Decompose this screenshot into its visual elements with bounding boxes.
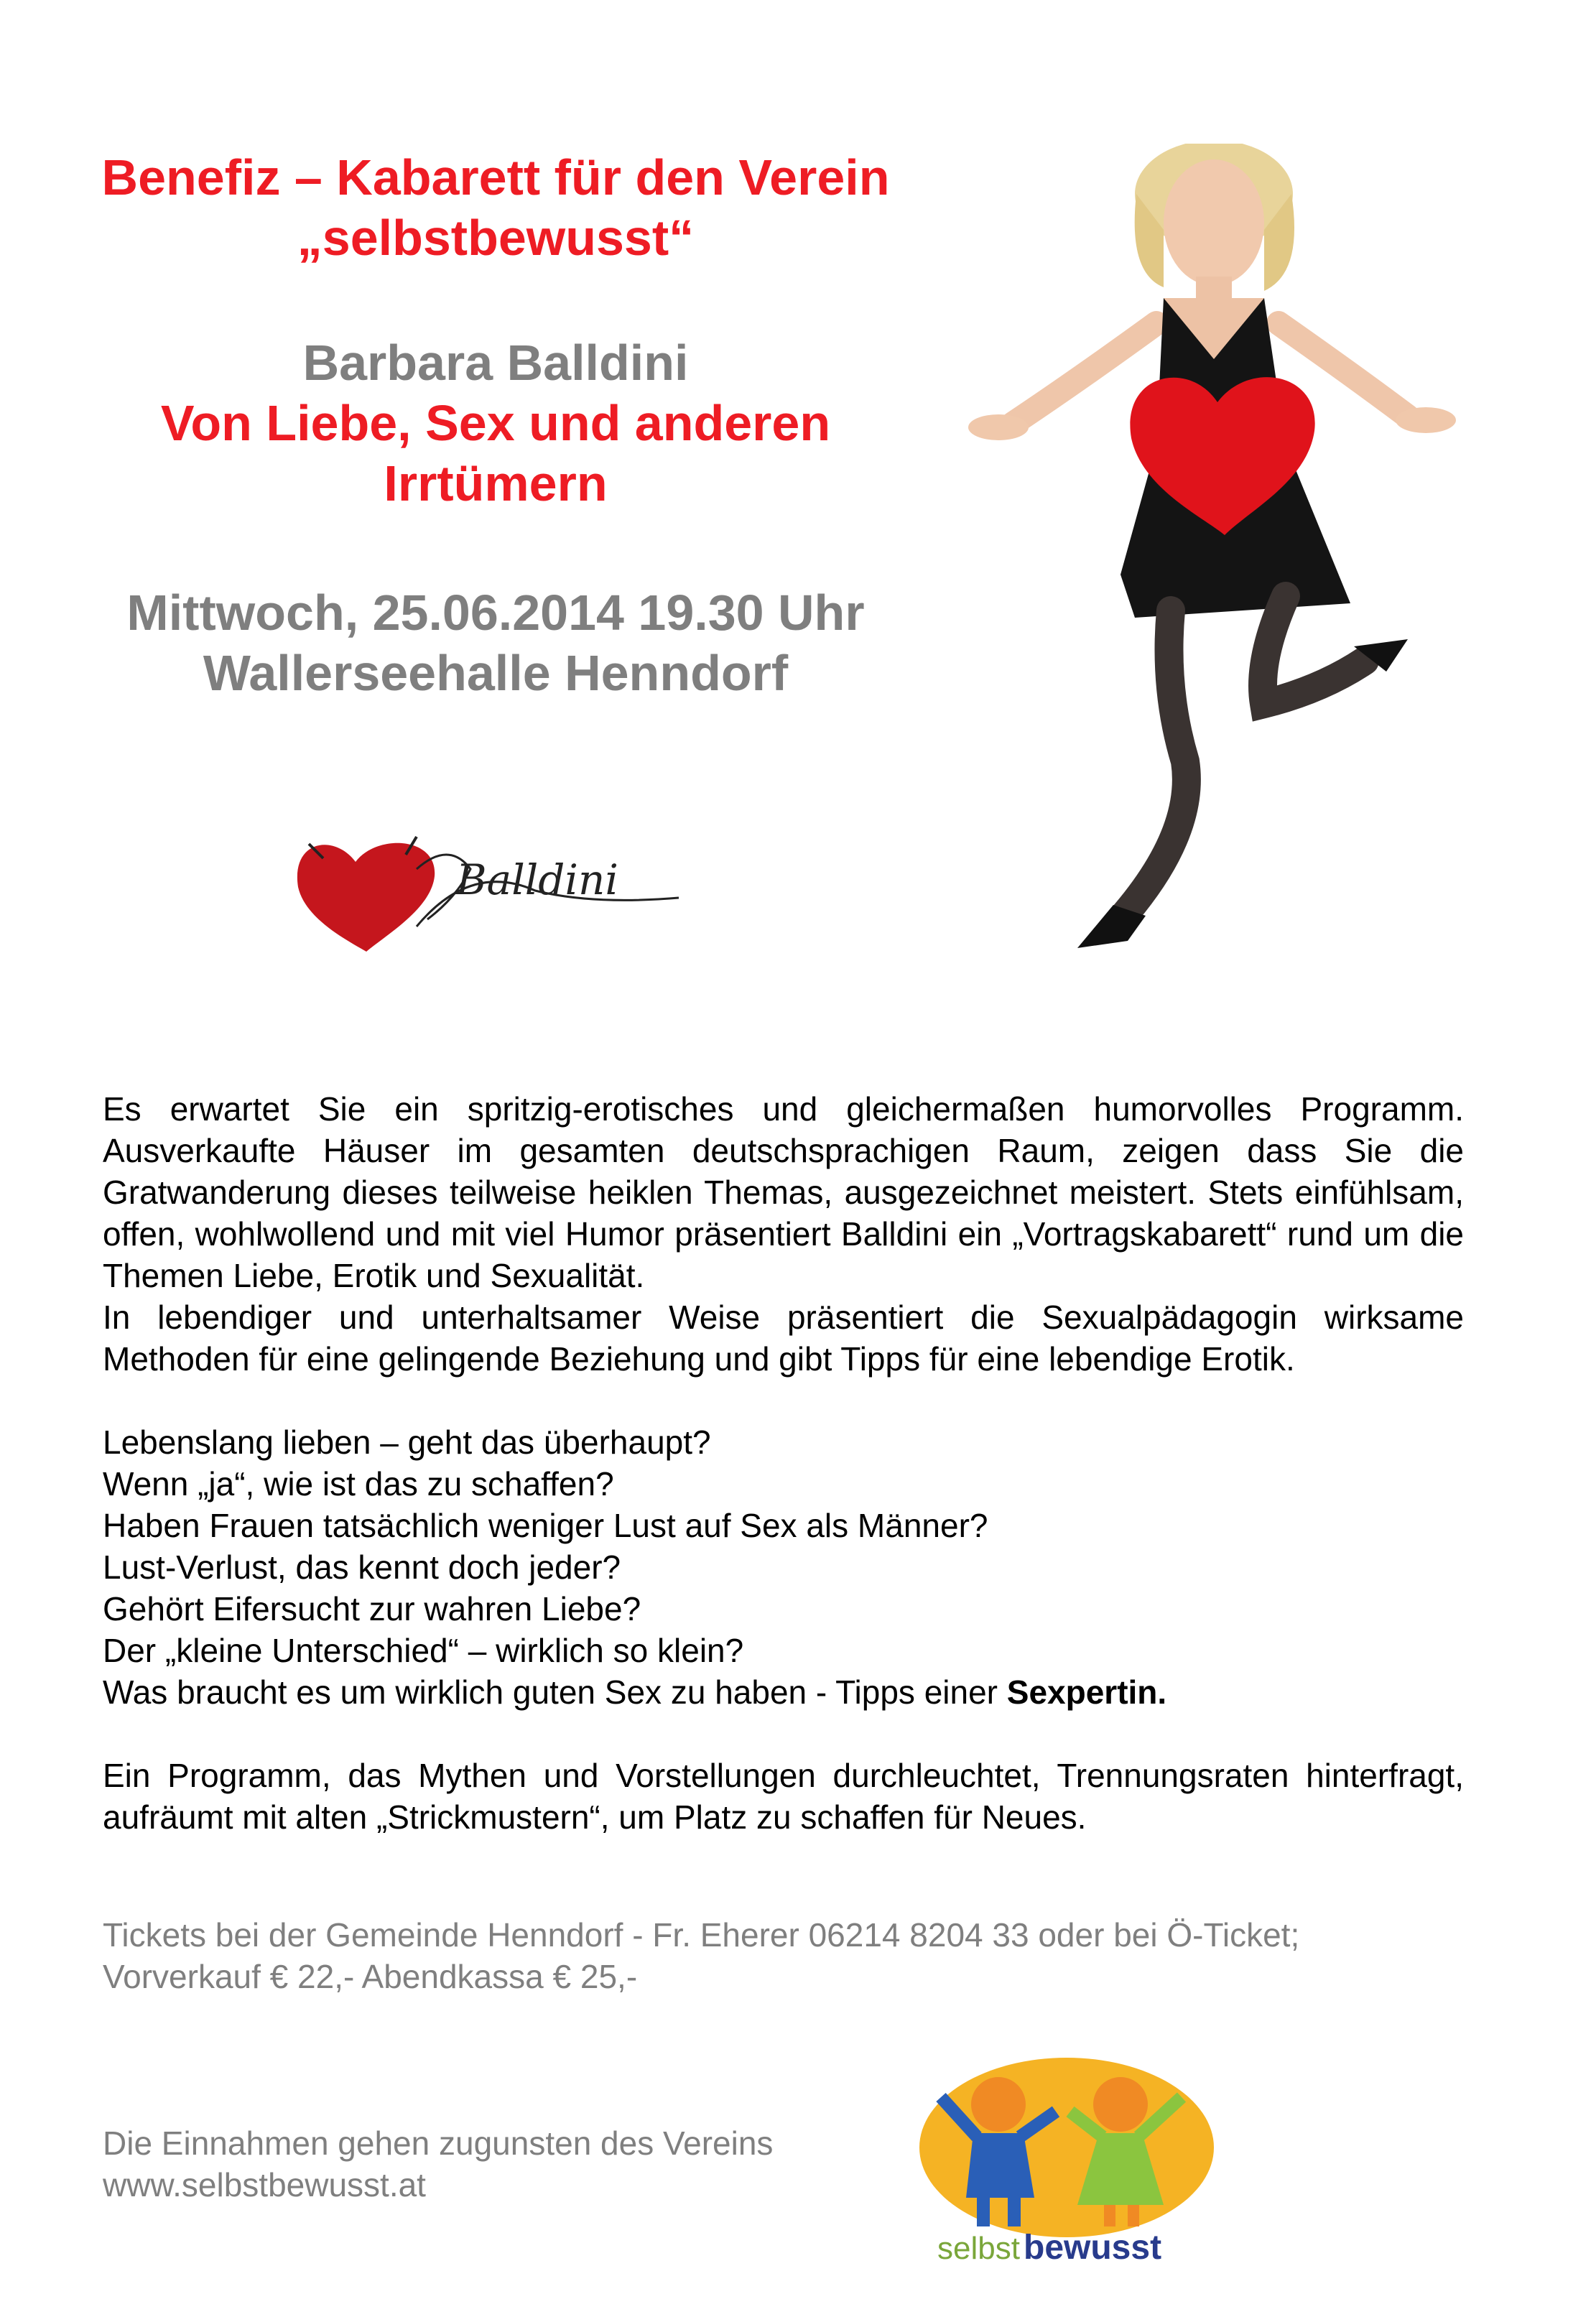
question-prefix: Was braucht es um wirklich guten Sex zu haben - Tipps einer [103,1673,1007,1711]
selbstbewusst-club-logo [916,2054,1217,2270]
footer [103,2122,893,2206]
ticket-info-line1: Tickets bei der Gemeinde Henndorf - Fr. Eherer 06214 8204 33 oder bei Ö-Ticket; [103,1916,1300,1954]
event-title-line2: „selbstbewusst“ [297,210,695,266]
program-title-line1: Von Liebe, Sex und anderen [160,395,831,451]
program-title-line2: Irrtümern [384,455,608,511]
question-list [103,1421,1464,1713]
question-item: Haben Frauen tatsächlich weniger Lust auf Sex als Männer? [103,1507,988,1544]
description-paragraph-1: Es erwartet Sie ein spritzig-erotisches und gleichermaßen humorvolles Programm. Ausverkaufte Häuser im gesamten deutschsprachigen Raum, zeigen dass Sie die Gratwanderung dieses teilweise heiklen Themas, ausgezeichnet meistert. Stets einfühlsam, offen, wohlwollend und mit viel Humor präsentiert Balldini ein „Vortragskabarett“ rund um die Themen Liebe, Erotik und Sexualität. [103,1090,1464,1294]
club-logo-text-bold: bewusst [1024,2229,1162,2267]
event-venue: Wallerseehalle Henndorf [203,645,789,701]
ticket-prices: Vorverkauf € 22,- Abendkassa € 25,- [103,1958,638,1995]
question-item: Der „kleine Unterschied“ – wirklich so klein? [103,1632,744,1669]
event-header [43,147,948,703]
event-description [103,1088,1464,1880]
performer-photo [948,144,1465,970]
balldini-signature-logo [291,819,693,955]
question-item: Lust-Verlust, das kennt doch jeder? [103,1548,621,1586]
question-item: Lebenslang lieben – geht das überhaupt? [103,1424,711,1461]
sexpertin-bold: Sexpertin. [1006,1673,1167,1711]
event-title-line1: Benefiz – Kabarett für den Verein [101,149,890,205]
footer-website-link[interactable]: www.selbstbewusst.at [103,2166,426,2203]
question-item: Wenn „ja“, wie ist das zu schaffen? [103,1465,614,1503]
description-paragraph-2: Ein Programm, das Mythen und Vorstellungen durchleuchtet, Trennungsraten hinterfragt, aufräumt mit alten „Strickmustern“, um Platz zu schaffen für Neues. [103,1757,1464,1836]
signature-text: Balldini [456,855,618,904]
performer-name: Barbara Balldini [302,335,689,391]
event-date-time: Mittwoch, 25.06.2014 19.30 Uhr [126,585,865,641]
description-paragraph-1-tail: In lebendiger und unterhaltsamer Weise präsentiert die Sexualpädagogin wirksame Methoden für eine gelingende Beziehung und gibt Tipps für eine lebendige Erotik. [103,1299,1464,1378]
footer-proceeds-note: Die Einnahmen gehen zugunsten des Vereins [103,2124,774,2162]
ticket-info [103,1914,1464,1997]
club-logo-text-light: selbst [937,2231,1020,2266]
question-item: Gehört Eifersucht zur wahren Liebe? [103,1590,641,1627]
question-item-last [103,1671,1464,1713]
